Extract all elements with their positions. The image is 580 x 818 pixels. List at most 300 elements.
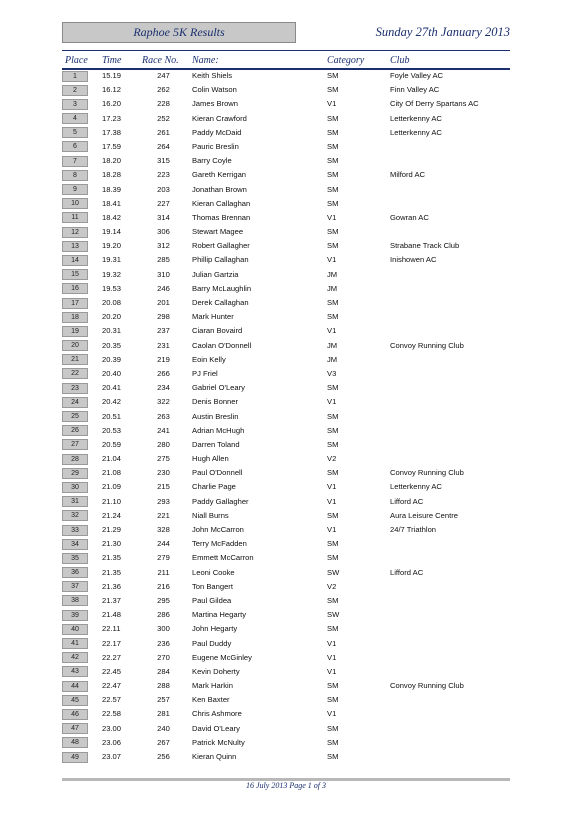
runner-name-cell: Barry Coyle bbox=[192, 156, 232, 166]
runner-name-cell: Gareth Kerrigan bbox=[192, 170, 247, 180]
table-row bbox=[62, 452, 510, 466]
club-cell: 24/7 Triathlon bbox=[390, 525, 437, 534]
category-cell: SM bbox=[327, 198, 339, 208]
runner-name-cell: Keith Shiels bbox=[192, 71, 233, 80]
race-number-cell: 241 bbox=[157, 425, 170, 435]
club-cell: Foyle Valley AC bbox=[390, 71, 444, 80]
time-cell: 22.11 bbox=[102, 624, 121, 634]
time-cell: 18.28 bbox=[102, 170, 122, 180]
place-cell: 17 bbox=[62, 298, 88, 309]
runner-name-cell: Kieran Quinn bbox=[192, 752, 237, 761]
place-cell: 13 bbox=[62, 241, 88, 252]
runner-name-cell: Stewart Magee bbox=[192, 227, 244, 237]
runner-name-cell: Austin Breslin bbox=[192, 411, 239, 421]
table-row bbox=[62, 651, 510, 665]
category-cell: V1 bbox=[327, 397, 337, 407]
place-cell: 30 bbox=[62, 482, 88, 493]
club-cell: Strabane Track Club bbox=[390, 241, 460, 251]
table-row bbox=[62, 466, 510, 480]
club-cell: Convoy Running Club bbox=[390, 681, 464, 691]
category-cell: V1 bbox=[327, 652, 337, 662]
header-rule-top bbox=[62, 50, 510, 51]
place-cell: 19 bbox=[62, 326, 88, 337]
race-number-cell: 315 bbox=[157, 156, 170, 166]
race-number-cell: 263 bbox=[157, 411, 170, 421]
time-cell: 22.57 bbox=[102, 695, 122, 705]
table-row bbox=[62, 339, 510, 353]
table-row bbox=[62, 736, 510, 750]
runner-name-cell: Eoin Kelly bbox=[192, 354, 226, 364]
runner-name-cell: Eugene McGinley bbox=[192, 652, 252, 662]
place-cell: 35 bbox=[62, 553, 88, 564]
runner-name-cell: Paul Gildea bbox=[192, 595, 232, 605]
runner-name-cell: Colin Watson bbox=[192, 85, 237, 95]
runner-name-cell: Mark Hunter bbox=[192, 312, 234, 322]
table-row bbox=[62, 580, 510, 594]
runner-name-cell: Gabriel O'Leary bbox=[192, 383, 245, 393]
category-cell: V1 bbox=[327, 638, 337, 648]
runner-name-cell: PJ Friel bbox=[192, 368, 218, 378]
category-cell: V1 bbox=[327, 666, 337, 676]
time-cell: 22.45 bbox=[102, 666, 122, 676]
race-number-cell: 281 bbox=[157, 709, 170, 719]
place-cell: 27 bbox=[62, 439, 88, 450]
table-row bbox=[62, 154, 510, 168]
table-row bbox=[62, 168, 510, 182]
category-cell: JM bbox=[327, 269, 338, 279]
runner-name-cell: Paul O'Donnell bbox=[192, 468, 243, 478]
col-name: Name: bbox=[192, 55, 219, 66]
race-number-cell: 284 bbox=[157, 666, 170, 676]
time-cell: 18.41 bbox=[102, 198, 122, 208]
place-cell: 39 bbox=[62, 610, 88, 621]
category-cell: V1 bbox=[327, 255, 337, 265]
col-time: Time bbox=[102, 55, 122, 66]
time-cell: 20.41 bbox=[102, 383, 122, 393]
category-cell: V1 bbox=[327, 326, 337, 336]
runner-name-cell: Kieran Crawford bbox=[192, 113, 247, 123]
club-cell: Milford AC bbox=[390, 170, 426, 180]
place-cell: 29 bbox=[62, 468, 88, 479]
runner-name-cell: Derek Callaghan bbox=[192, 298, 249, 307]
race-number-cell: 228 bbox=[157, 99, 170, 109]
time-cell: 18.20 bbox=[102, 156, 122, 166]
runner-name-cell: Chris Ashmore bbox=[192, 709, 242, 719]
time-cell: 18.42 bbox=[102, 212, 122, 222]
category-cell: SM bbox=[327, 71, 339, 80]
race-number-cell: 257 bbox=[157, 695, 170, 705]
runner-name-cell: Mark Harkin bbox=[192, 681, 233, 691]
runner-name-cell: Niall Burns bbox=[192, 510, 229, 520]
time-cell: 19.31 bbox=[102, 255, 122, 265]
place-cell: 24 bbox=[62, 397, 88, 408]
place-cell: 2 bbox=[62, 85, 88, 96]
time-cell: 21.35 bbox=[102, 567, 122, 577]
place-cell: 31 bbox=[62, 496, 88, 507]
table-row bbox=[62, 679, 510, 693]
results-table bbox=[62, 69, 510, 764]
place-cell: 8 bbox=[62, 170, 88, 181]
time-cell: 17.23 bbox=[102, 113, 122, 123]
time-cell: 20.20 bbox=[102, 312, 122, 322]
race-number-cell: 270 bbox=[157, 652, 170, 662]
time-cell: 21.04 bbox=[102, 454, 122, 464]
race-number-cell: 295 bbox=[157, 595, 170, 605]
table-row bbox=[62, 523, 510, 537]
table-row bbox=[62, 722, 510, 736]
race-number-cell: 280 bbox=[157, 439, 170, 449]
category-cell: V1 bbox=[327, 496, 337, 506]
time-cell: 20.51 bbox=[102, 411, 122, 421]
time-cell: 21.48 bbox=[102, 610, 122, 620]
category-cell: SW bbox=[327, 567, 340, 577]
place-cell: 18 bbox=[62, 312, 88, 323]
place-cell: 38 bbox=[62, 595, 88, 606]
runner-name-cell: Paddy McDaid bbox=[192, 127, 242, 137]
category-cell: JM bbox=[327, 354, 338, 364]
race-number-cell: 219 bbox=[157, 354, 170, 364]
race-number-cell: 223 bbox=[157, 170, 170, 180]
runner-name-cell: Julian Gartzia bbox=[192, 269, 239, 279]
time-cell: 20.42 bbox=[102, 397, 122, 407]
club-cell: Convoy Running Club bbox=[390, 468, 464, 478]
table-row bbox=[62, 140, 510, 154]
race-number-cell: 246 bbox=[157, 283, 170, 293]
time-cell: 22.47 bbox=[102, 681, 122, 691]
runner-name-cell: Paddy Gallagher bbox=[192, 496, 249, 506]
table-row bbox=[62, 225, 510, 239]
time-cell: 21.10 bbox=[102, 496, 122, 506]
table-row bbox=[62, 268, 510, 282]
place-cell: 47 bbox=[62, 723, 88, 734]
category-cell: SM bbox=[327, 411, 339, 421]
table-row bbox=[62, 509, 510, 523]
race-number-cell: 310 bbox=[157, 269, 170, 279]
table-row bbox=[62, 410, 510, 424]
table-row bbox=[62, 438, 510, 452]
time-cell: 21.29 bbox=[102, 525, 122, 534]
table-row bbox=[62, 637, 510, 651]
runner-name-cell: Barry McLaughlin bbox=[192, 283, 252, 293]
club-cell: Letterkenny AC bbox=[390, 127, 442, 137]
category-cell: SM bbox=[327, 141, 339, 151]
category-cell: V2 bbox=[327, 454, 337, 464]
race-number-cell: 216 bbox=[157, 581, 170, 591]
runner-name-cell: Kieran Callaghan bbox=[192, 198, 251, 208]
time-cell: 20.59 bbox=[102, 439, 122, 449]
category-cell: SM bbox=[327, 510, 339, 520]
race-number-cell: 286 bbox=[157, 610, 170, 620]
table-row bbox=[62, 83, 510, 97]
category-cell: V1 bbox=[327, 709, 337, 719]
place-cell: 5 bbox=[62, 127, 88, 138]
runner-name-cell: Terry McFadden bbox=[192, 539, 247, 549]
table-row bbox=[62, 353, 510, 367]
table-row bbox=[62, 480, 510, 494]
category-cell: SW bbox=[327, 610, 340, 620]
place-cell: 3 bbox=[62, 99, 88, 110]
race-number-cell: 328 bbox=[157, 525, 170, 534]
category-cell: SM bbox=[327, 113, 339, 123]
time-cell: 17.38 bbox=[102, 127, 122, 137]
category-cell: JM bbox=[327, 340, 338, 350]
place-cell: 46 bbox=[62, 709, 88, 720]
place-cell: 42 bbox=[62, 652, 88, 663]
time-cell: 19.14 bbox=[102, 227, 122, 237]
club-cell: Lifford AC bbox=[390, 567, 424, 577]
runner-name-cell: Denis Bonner bbox=[192, 397, 239, 407]
runner-name-cell: Phillip Callaghan bbox=[192, 255, 249, 265]
place-cell: 49 bbox=[62, 752, 88, 763]
club-cell: Letterkenny AC bbox=[390, 113, 442, 123]
category-cell: SM bbox=[327, 170, 339, 180]
race-number-cell: 312 bbox=[157, 241, 170, 251]
place-cell: 40 bbox=[62, 624, 88, 635]
runner-name-cell: Ton Bangert bbox=[192, 581, 233, 591]
time-cell: 22.27 bbox=[102, 652, 122, 662]
category-cell: V3 bbox=[327, 368, 337, 378]
place-cell: 15 bbox=[62, 269, 88, 280]
time-cell: 18.39 bbox=[102, 184, 122, 194]
table-row bbox=[62, 551, 510, 565]
race-number-cell: 252 bbox=[157, 113, 170, 123]
place-cell: 20 bbox=[62, 340, 88, 351]
time-cell: 19.32 bbox=[102, 269, 122, 279]
race-number-cell: 275 bbox=[157, 454, 170, 464]
place-cell: 36 bbox=[62, 567, 88, 578]
time-cell: 23.07 bbox=[102, 752, 122, 761]
table-row bbox=[62, 310, 510, 324]
runner-name-cell: Ken Baxter bbox=[192, 695, 230, 705]
club-cell: Letterkenny AC bbox=[390, 482, 442, 492]
place-cell: 32 bbox=[62, 510, 88, 521]
page-footer: 16 July 2013 Page 1 of 3 bbox=[246, 781, 326, 790]
table-row bbox=[62, 367, 510, 381]
category-cell: V1 bbox=[327, 525, 337, 534]
race-number-cell: 267 bbox=[157, 737, 170, 747]
table-row bbox=[62, 665, 510, 679]
time-cell: 17.59 bbox=[102, 141, 122, 151]
runner-name-cell: Emmett McCarron bbox=[192, 553, 254, 563]
time-cell: 21.37 bbox=[102, 595, 122, 605]
race-number-cell: 221 bbox=[157, 510, 170, 520]
race-number-cell: 240 bbox=[157, 723, 170, 733]
race-number-cell: 288 bbox=[157, 681, 170, 691]
category-cell: SM bbox=[327, 298, 339, 307]
table-row bbox=[62, 693, 510, 707]
table-row bbox=[62, 594, 510, 608]
table-row bbox=[62, 324, 510, 338]
category-cell: SM bbox=[327, 425, 339, 435]
place-cell: 37 bbox=[62, 581, 88, 592]
race-number-cell: 306 bbox=[157, 227, 170, 237]
race-number-cell: 322 bbox=[157, 397, 170, 407]
table-row bbox=[62, 495, 510, 509]
time-cell: 22.58 bbox=[102, 709, 122, 719]
place-cell: 12 bbox=[62, 227, 88, 238]
race-number-cell: 203 bbox=[157, 184, 170, 194]
runner-name-cell: John McCarron bbox=[192, 525, 244, 534]
time-cell: 15.19 bbox=[102, 71, 122, 80]
time-cell: 20.08 bbox=[102, 298, 122, 307]
runner-name-cell: Leoni Cooke bbox=[192, 567, 235, 577]
col-place: Place bbox=[65, 55, 88, 66]
place-cell: 10 bbox=[62, 198, 88, 209]
table-row bbox=[62, 707, 510, 721]
table-row bbox=[62, 750, 510, 764]
table-row bbox=[62, 608, 510, 622]
race-number-cell: 262 bbox=[157, 85, 170, 95]
race-number-cell: 298 bbox=[157, 312, 170, 322]
category-cell: V1 bbox=[327, 212, 337, 222]
race-number-cell: 261 bbox=[157, 127, 170, 137]
category-cell: SM bbox=[327, 624, 339, 634]
place-cell: 33 bbox=[62, 525, 88, 536]
time-cell: 23.06 bbox=[102, 737, 122, 747]
category-cell: SM bbox=[327, 85, 339, 95]
table-row bbox=[62, 622, 510, 636]
category-cell: V2 bbox=[327, 581, 337, 591]
runner-name-cell: James Brown bbox=[192, 99, 239, 109]
race-number-cell: 247 bbox=[157, 71, 170, 80]
time-cell: 20.31 bbox=[102, 326, 122, 336]
time-cell: 20.40 bbox=[102, 368, 122, 378]
category-cell: SM bbox=[327, 241, 339, 251]
runner-name-cell: Thomas Brennan bbox=[192, 212, 251, 222]
race-number-cell: 279 bbox=[157, 553, 170, 563]
col-race-no: Race No. bbox=[142, 55, 179, 66]
table-row bbox=[62, 253, 510, 267]
category-cell: V1 bbox=[327, 482, 337, 492]
race-number-cell: 236 bbox=[157, 638, 170, 648]
runner-name-cell: Adrian McHugh bbox=[192, 425, 245, 435]
category-cell: SM bbox=[327, 539, 339, 549]
category-cell: SM bbox=[327, 127, 339, 137]
club-cell: Aura Leisure Centre bbox=[390, 510, 458, 520]
time-cell: 20.39 bbox=[102, 354, 122, 364]
race-number-cell: 215 bbox=[157, 482, 170, 492]
table-row bbox=[62, 211, 510, 225]
place-cell: 16 bbox=[62, 283, 88, 294]
col-club: Club bbox=[390, 55, 410, 66]
table-row bbox=[62, 566, 510, 580]
table-header bbox=[62, 52, 510, 68]
category-cell: SM bbox=[327, 553, 339, 563]
club-cell: City Of Derry Spartans AC bbox=[390, 99, 479, 109]
runner-name-cell: John Hegarty bbox=[192, 624, 238, 634]
runner-name-cell: Charlie Page bbox=[192, 482, 236, 492]
category-cell: JM bbox=[327, 283, 338, 293]
place-cell: 41 bbox=[62, 638, 88, 649]
race-number-cell: 264 bbox=[157, 141, 170, 151]
race-number-cell: 201 bbox=[157, 298, 170, 307]
place-cell: 4 bbox=[62, 113, 88, 124]
race-number-cell: 293 bbox=[157, 496, 170, 506]
race-number-cell: 231 bbox=[157, 340, 170, 350]
time-cell: 21.08 bbox=[102, 468, 122, 478]
runner-name-cell: Patrick McNulty bbox=[192, 737, 245, 747]
runner-name-cell: Jonathan Brown bbox=[192, 184, 247, 194]
category-cell: SM bbox=[327, 439, 339, 449]
category-cell: SM bbox=[327, 184, 339, 194]
place-cell: 22 bbox=[62, 368, 88, 379]
table-row bbox=[62, 197, 510, 211]
runner-name-cell: David O'Leary bbox=[192, 723, 240, 733]
place-cell: 34 bbox=[62, 539, 88, 550]
time-cell: 21.36 bbox=[102, 581, 122, 591]
time-cell: 19.20 bbox=[102, 241, 122, 251]
time-cell: 20.53 bbox=[102, 425, 122, 435]
place-cell: 1 bbox=[62, 71, 88, 82]
time-cell: 23.00 bbox=[102, 723, 122, 733]
runner-name-cell: Ciaran Bovaird bbox=[192, 326, 243, 336]
place-cell: 48 bbox=[62, 737, 88, 748]
place-cell: 43 bbox=[62, 666, 88, 677]
time-cell: 19.53 bbox=[102, 283, 122, 293]
race-number-cell: 211 bbox=[157, 567, 170, 577]
category-cell: SM bbox=[327, 227, 339, 237]
table-row bbox=[62, 239, 510, 253]
place-cell: 14 bbox=[62, 255, 88, 266]
race-number-cell: 285 bbox=[157, 255, 170, 265]
club-cell: Lifford AC bbox=[390, 496, 424, 506]
category-cell: SM bbox=[327, 595, 339, 605]
race-number-cell: 244 bbox=[157, 539, 170, 549]
table-row bbox=[62, 183, 510, 197]
place-cell: 26 bbox=[62, 425, 88, 436]
race-number-cell: 234 bbox=[157, 383, 170, 393]
category-cell: SM bbox=[327, 695, 339, 705]
table-row bbox=[62, 424, 510, 438]
club-cell: Finn Valley AC bbox=[390, 85, 440, 95]
category-cell: SM bbox=[327, 737, 339, 747]
category-cell: SM bbox=[327, 468, 339, 478]
time-cell: 16.20 bbox=[102, 99, 122, 109]
table-row bbox=[62, 97, 510, 111]
category-cell: SM bbox=[327, 681, 339, 691]
place-cell: 9 bbox=[62, 184, 88, 195]
race-number-cell: 314 bbox=[157, 212, 170, 222]
time-cell: 21.30 bbox=[102, 539, 122, 549]
table-row bbox=[62, 537, 510, 551]
runner-name-cell: Hugh Allen bbox=[192, 454, 229, 464]
runner-name-cell: Caolan O'Donnell bbox=[192, 340, 252, 350]
runner-name-cell: Darren Toland bbox=[192, 439, 240, 449]
category-cell: SM bbox=[327, 752, 339, 761]
time-cell: 21.24 bbox=[102, 510, 122, 520]
place-cell: 7 bbox=[62, 156, 88, 167]
time-cell: 16.12 bbox=[102, 85, 122, 95]
col-category: Category bbox=[327, 55, 365, 66]
table-row bbox=[62, 112, 510, 126]
table-row bbox=[62, 126, 510, 140]
category-cell: SM bbox=[327, 156, 339, 166]
event-date: Sunday 27th January 2013 bbox=[375, 25, 510, 39]
runner-name-cell: Martina Hegarty bbox=[192, 610, 247, 620]
category-cell: SM bbox=[327, 383, 339, 393]
category-cell: SM bbox=[327, 312, 339, 322]
runner-name-cell: Robert Gallagher bbox=[192, 241, 250, 251]
category-cell: SM bbox=[327, 723, 339, 733]
race-number-cell: 227 bbox=[157, 198, 170, 208]
table-row bbox=[62, 69, 510, 83]
race-number-cell: 230 bbox=[157, 468, 170, 478]
time-cell: 21.09 bbox=[102, 482, 122, 492]
table-row bbox=[62, 381, 510, 395]
time-cell: 22.17 bbox=[102, 638, 122, 648]
category-cell: V1 bbox=[327, 99, 337, 109]
place-cell: 25 bbox=[62, 411, 88, 422]
